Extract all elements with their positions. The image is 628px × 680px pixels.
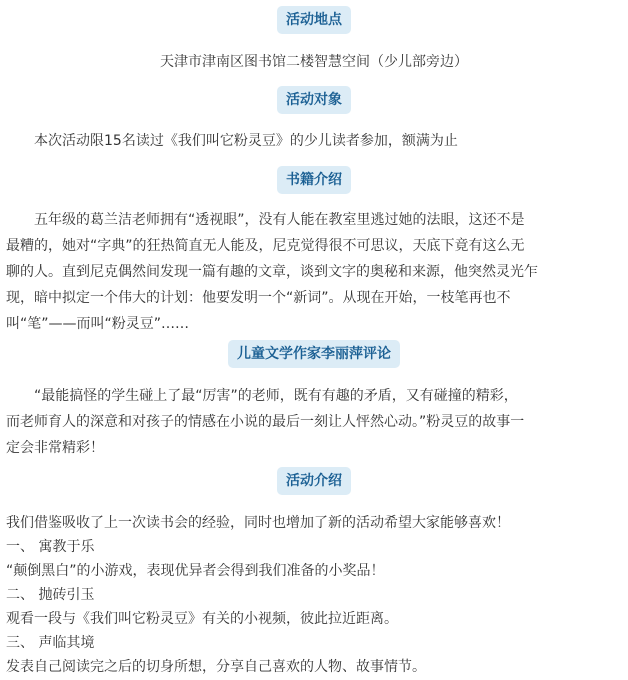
review-text bbox=[6, 383, 618, 461]
book-line: 聊的人。直到尼克偶然间发现一篇有趣的文章，谈到文字的奥秘和来源，他突然灵光乍 bbox=[6, 264, 538, 280]
activity-item-title: 三、 声临其境 bbox=[6, 635, 95, 651]
activity-item-desc: 观看一段与《我们叫它粉灵豆》有关的小视频，彼此拉近距离。 bbox=[6, 611, 398, 627]
audience-text: 本次活动限15名读过《我们叫它粉灵豆》的少儿读者参加，额满为止 bbox=[34, 133, 458, 149]
book-description bbox=[6, 207, 618, 337]
book-line: 五年级的葛兰洁老师拥有“透视眼”，没有人能在教室里逃过她的法眼，这还不是 bbox=[34, 212, 525, 228]
section-heading-review: 儿童文学作家李丽萍评论 bbox=[228, 340, 400, 368]
section-heading-book: 书籍介绍 bbox=[277, 166, 351, 194]
section-heading-location: 活动地点 bbox=[277, 6, 351, 34]
activity-item-desc: “颠倒黑白”的小游戏，表现优异者会得到我们准备的小奖品！ bbox=[6, 563, 385, 579]
activity-intro: 我们借鉴吸收了上一次读书会的经验，同时也增加了新的活动希望大家能够喜欢！ bbox=[6, 515, 510, 531]
section-heading-audience: 活动对象 bbox=[277, 86, 351, 114]
location-text: 天津市津南区图书馆二楼智慧空间（少儿部旁边） bbox=[160, 54, 468, 70]
section-heading-activity: 活动介绍 bbox=[277, 467, 351, 495]
activity-item-title: 一、 寓教于乐 bbox=[6, 539, 95, 555]
review-line: 定会非常精彩！ bbox=[6, 440, 104, 456]
book-line: 叫“笔”——而叫“粉灵豆”…… bbox=[6, 316, 190, 332]
review-line: 而老师育人的深意和对孩子的情感在小说的最后一刻让人怦然心动。”粉灵豆的故事一 bbox=[6, 414, 525, 430]
book-line: 最糟的，她对“字典”的狂热简直无人能及，尼克觉得很不可思议，天底下竟有这么无 bbox=[6, 238, 525, 254]
book-line: 现，暗中拟定一个伟大的计划：他要发明一个“新词”。从现在开始，一枝笔再也不 bbox=[6, 290, 511, 306]
activity-item-desc: 发表自己阅读完之后的切身所想，分享自己喜欢的人物、故事情节。 bbox=[6, 659, 426, 675]
activity-item-title: 二、 抛砖引玉 bbox=[6, 587, 95, 603]
review-line: “最能搞怪的学生碰上了最“厉害”的老师，既有有趣的矛盾，又有碰撞的精彩， bbox=[34, 388, 518, 404]
